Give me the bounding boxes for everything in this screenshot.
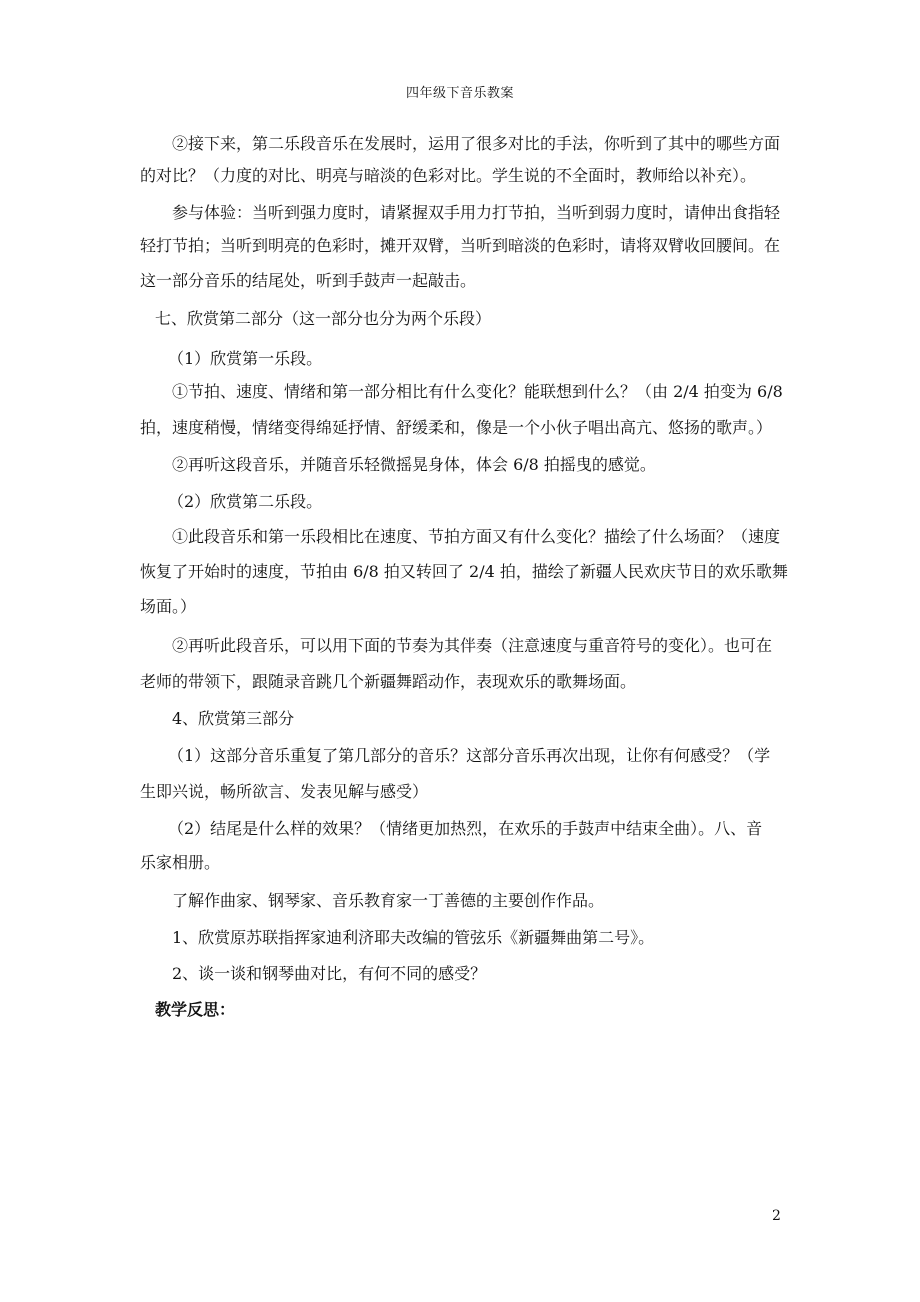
paragraph-line: 了解作曲家、钢琴家、音乐教育家一丁善德的主要创作作品。 xyxy=(172,891,605,910)
paragraph-line: ①节拍、速度、情绪和第一部分相比有什么变化？能联想到什么？（由 2/4 拍变为 6/8 xyxy=(172,382,783,401)
reflection-heading: 教学反思： xyxy=(155,1000,236,1019)
paragraph-line: （1）这部分音乐重复了第几部分的音乐？这部分音乐再次出现，让你有何感受？（学 xyxy=(168,746,771,765)
paragraph-line: 生即兴说，畅所欲言、发表见解与感受） xyxy=(140,782,429,801)
paragraph-line: ②再听此段音乐，可以用下面的节奏为其伴奏（注意速度与重音符号的变化）。也可在 xyxy=(172,636,773,655)
paragraph-line: 1、欣赏原苏联指挥家迪利济耶夫改编的管弦乐《新疆舞曲第二号》。 xyxy=(172,928,655,947)
paragraph-line: （2）结尾是什么样的效果？（情绪更加热烈，在欢乐的手鼓声中结束全曲）。八、音 xyxy=(168,819,763,838)
page-header: 四年级下音乐教案 xyxy=(405,86,514,101)
paragraph-line: 老师的带领下，跟随录音跳几个新疆舞蹈动作，表现欢乐的歌舞场面。 xyxy=(140,672,637,691)
subsection-heading: （2）欣赏第二乐段。 xyxy=(168,492,323,511)
paragraph-line: 乐家相册。 xyxy=(140,853,221,872)
paragraph-line: ①此段音乐和第一乐段相比在速度、节拍方面又有什么变化？描绘了什么场面？（速度 xyxy=(172,527,781,546)
paragraph-line: ②接下来，第二乐段音乐在发展时，运用了很多对比的手法，你听到了其中的哪些方面 xyxy=(172,134,781,153)
subsection-heading: （1）欣赏第一乐段。 xyxy=(168,349,323,368)
paragraph-line: 的对比？（力度的对比、明亮与暗淡的色彩对比。学生说的不全面时，教师给以补充）。 xyxy=(140,166,757,185)
section-heading: 七、欣赏第二部分（这一部分也分为两个乐段） xyxy=(155,309,492,328)
paragraph-line: 场面。） xyxy=(140,597,197,616)
paragraph-line: 2、谈一谈和钢琴曲对比，有何不同的感受？ xyxy=(172,964,487,983)
page-number: 2 xyxy=(772,1208,781,1224)
paragraph-line: 参与体验：当听到强力度时，请紧握双手用力打节拍，当听到弱力度时，请伸出食指轻 xyxy=(172,203,781,222)
paragraph-line: 恢复了开始时的速度，节拍由 6/8 拍又转回了 2/4 拍，描绘了新疆人民欢庆节日的欢乐歌舞 xyxy=(140,562,788,581)
paragraph-line: 这一部分音乐的结尾处，听到手鼓声一起敲击。 xyxy=(140,271,477,290)
section-heading: 4、欣赏第三部分 xyxy=(172,709,295,728)
paragraph-line: ②再听这段音乐，并随音乐轻微摇晃身体，体会 6/8 拍摇曳的感觉。 xyxy=(172,455,656,474)
paragraph-line: 轻打节拍；当听到明亮的色彩时，摊开双臂，当听到暗淡的色彩时，请将双臂收回腰间。在 xyxy=(140,236,781,255)
paragraph-line: 拍，速度稍慢，情绪变得绵延抒情、舒缓柔和，像是一个小伙子唱出高亢、悠扬的歌声。） xyxy=(140,418,773,437)
